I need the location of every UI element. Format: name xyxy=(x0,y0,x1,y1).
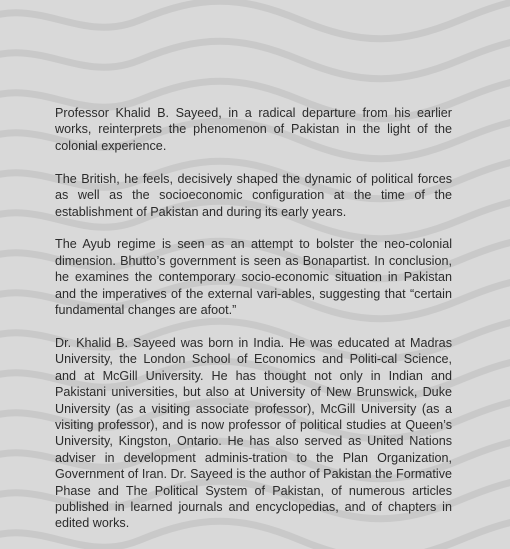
british-influence-paragraph: The British, he feels, decisively shaped the dynamic of political forces as well as the socioeconomic configuration at the time of the establishment of Pakistan and during its early years. xyxy=(55,171,452,219)
back-cover-text xyxy=(55,105,452,532)
ayub-bhutto-paragraph: The Ayub regime is seen as an attempt to bolster the neo-colonial dimension. Bhutto’s government is seen as Bonapartist. In conclusion, he examines the contemporary socio-economic situation in Pakistan and the imperatives of the external vari-ables, suggesting that “certain fundamental changes are afoot.” xyxy=(55,237,452,318)
author-bio-paragraph: Dr. Khalid B. Sayeed was born in India. He was educated at Madras University, the London School of Economics and Politi-cal Science, and at McGill University. He has thought not only in Indian and Pakistani universities, but also at University of New Brunswick, Duke University (as a visiting associate professor), McGill University (as a visiting professor), and is now professor of political studies at Queen’s University, Kingston, Ontario. He has also served as United Nations adviser in development adminis-tration to the Plan Organization, Government of Iran. Dr. Sayeed is the author of Pakistan the Formative Phase and The Political System of Pakistan, of numerous articles published in learned journals and encyclopedias, and of chapters in edited works. xyxy=(55,335,452,531)
intro-paragraph: Professor Khalid B. Sayeed, in a radical departure from his earlier works, reinterprets the phenomenon of Pakistan in the light of the colonial experience. xyxy=(55,106,452,153)
